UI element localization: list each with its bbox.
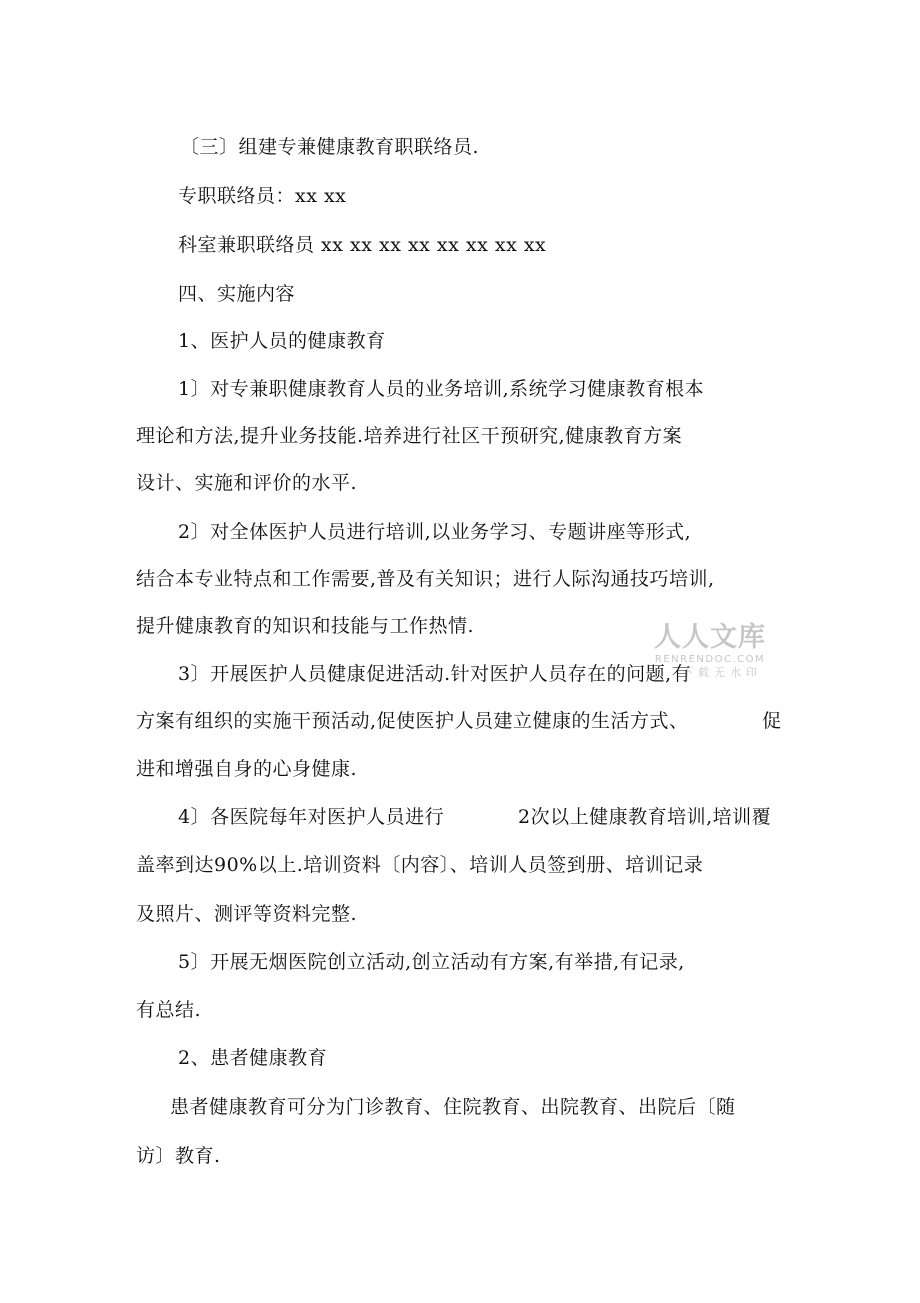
watermark-tag: 下载无水印 [682,666,762,679]
subsection-heading: 1、医护人员的健康教育 [178,330,386,352]
text-line: 方案有组织的实施干预活动,促使医护人员建立健康的生活方式、 [136,710,689,732]
text-line: 理论和方法,提升业务技能.培养进行社区干预研究,健康教育方案 [136,425,683,447]
text-line: 进和增强自身的心身健康. [136,758,358,780]
section-heading-3: 〔三〕组建专兼健康教育职联络员. [180,136,480,158]
text-line: 4〕各医院每年对医护人员进行 [178,806,445,828]
text-line: 1〕对专兼职健康教育人员的业务培训,系统学习健康教育根本 [178,378,705,400]
section-heading-4: 四、实施内容 [178,283,296,305]
text-line: 2次以上健康教育培训,培训覆 [518,806,772,828]
text-line: 盖率到达90%以上.培训资料〔内容〕、培训人员签到册、培训记录 [136,854,704,876]
text-line: 2〕对全体医护人员进行培训,以业务学习、专题讲座等形式, [178,521,692,543]
text-line: 设计、实施和评价的水平. [136,472,358,494]
watermark-url: RENRENDOC.COM [654,654,766,665]
text-line: 患者健康教育可分为门诊教育、住院教育、出院教育、出院后〔随 [170,1096,736,1118]
watermark-title: 人人文库 [654,622,766,653]
text-line: 3〕开展医护人员健康促进活动.针对医护人员存在的问题,有 [178,663,692,685]
text-line: 结合本专业特点和工作需要,普及有关知识；进行人际沟通技巧培训, [136,568,715,590]
text-line: 及照片、测评等资料完整. [136,903,358,925]
text-line: 访〕教育. [136,1145,221,1167]
text-line: 提升健康教育的知识和技能与工作热情. [136,615,475,637]
text-line: 专职联络员：xx xx [178,185,347,207]
text-line: 科室兼职联络员 xx xx xx xx xx xx xx xx [178,234,547,256]
text-line: 促 [762,710,782,732]
text-line: 5〕开展无烟医院创立活动,创立活动有方案,有举措,有记录, [178,951,685,973]
subsection-heading: 2、患者健康教育 [178,1047,328,1069]
text-line: 有总结. [136,999,202,1021]
